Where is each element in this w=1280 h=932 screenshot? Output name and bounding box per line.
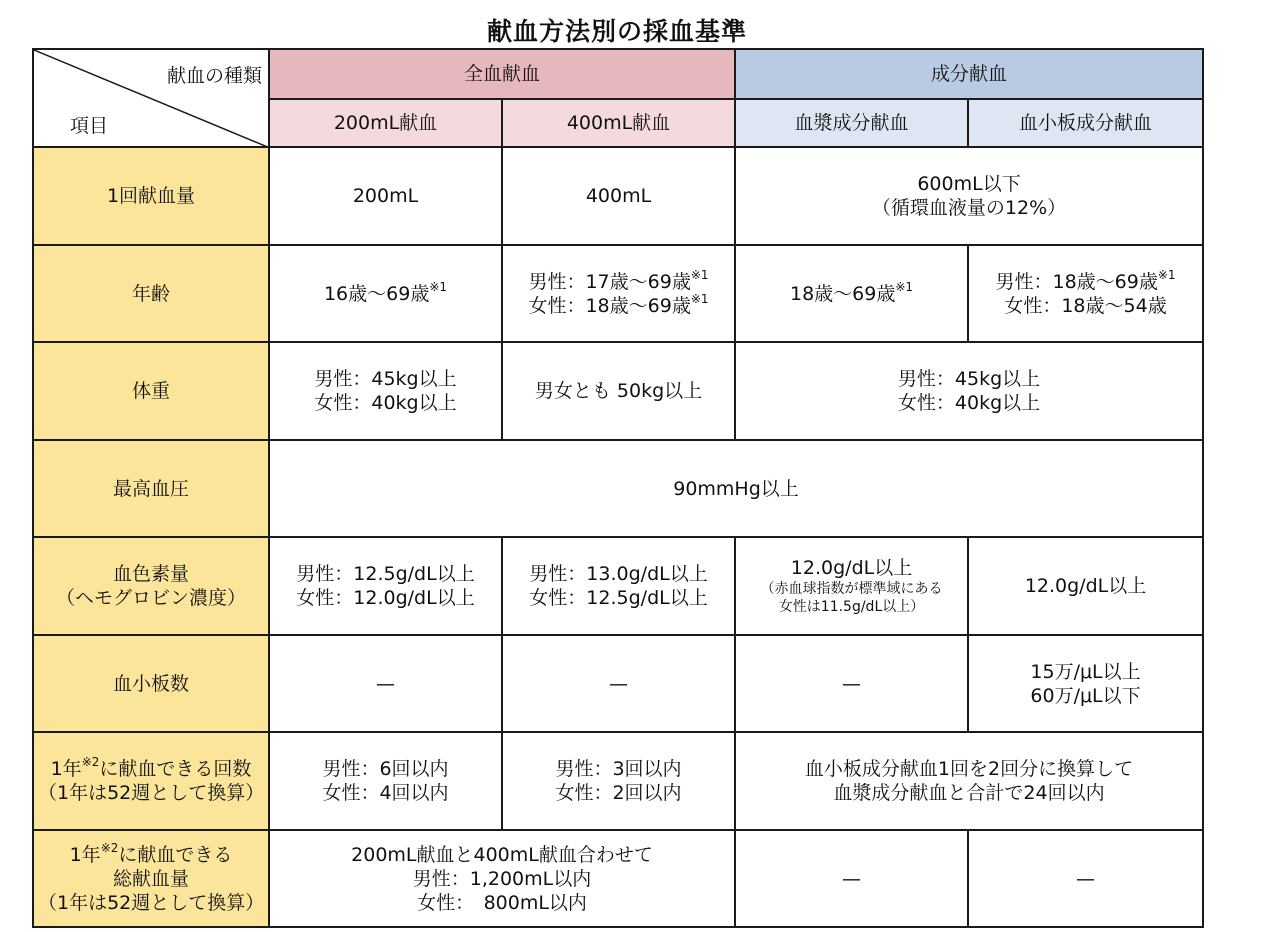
header-plasma: 血漿成分献血	[735, 99, 968, 147]
cell-age-plasma: 18歳～69歳$^{※1}$	[735, 245, 968, 342]
footnote-mark: ※1	[690, 291, 709, 306]
cell-platelet-count-400: —	[502, 635, 735, 732]
cell-age-400: 男性：17歳～69歳$^{※1}$ 女性：18歳～69歳$^{※1}$	[502, 245, 735, 342]
cell-volume-component: 600mL以下 （循環血液量の12%）	[735, 147, 1203, 245]
row-annual-total	[33, 830, 1203, 927]
row-blood-pressure	[33, 440, 1203, 537]
header-item-label: 項目	[70, 115, 109, 137]
cell-hemoglobin-plasma: 12.0g/dL以上 （赤血球指数が標準域にある 女性は11.5g/dL以上）	[735, 537, 968, 635]
header-corner-cell	[33, 49, 269, 147]
cell-annual-total-platelet: —	[968, 830, 1203, 927]
footnote-mark: ※1	[895, 279, 914, 294]
cell-weight-200: 男性：45kg以上 女性：40kg以上	[269, 342, 502, 440]
header-200ml: 200mL献血	[269, 99, 502, 147]
footnote-mark: ※2	[81, 755, 100, 769]
header-platelet: 血小板成分献血	[968, 99, 1203, 147]
cell-annual-times-200: 男性：6回以内 女性：4回以内	[269, 732, 502, 830]
cell-platelet-count-platelet: 15万/μL以上 60万/μL以下	[968, 635, 1203, 732]
cell-volume-400: 400mL	[502, 147, 735, 245]
footnote-mark: ※1	[1157, 267, 1176, 282]
header-donation-type-label: 献血の種類	[166, 65, 262, 87]
blood-donation-criteria-table	[32, 48, 1204, 928]
footnote-mark: ※1	[429, 279, 448, 294]
cell-annual-times-component: 血小板成分献血1回を2回分に換算して 血漿成分献血と合計で24回以内	[735, 732, 1203, 830]
cell-hemoglobin-400: 男性：13.0g/dL以上 女性：12.5g/dL以上	[502, 537, 735, 635]
cell-age-200: 16歳～69歳$^{※1}$	[269, 245, 502, 342]
header-component: 成分献血	[735, 49, 1203, 99]
row-label-age: 年齢	[33, 245, 269, 342]
row-age	[33, 245, 1203, 342]
cell-annual-times-400: 男性：3回以内 女性：2回以内	[502, 732, 735, 830]
row-weight	[33, 342, 1203, 440]
cell-weight-400: 男女とも 50kg以上	[502, 342, 735, 440]
page-title: 献血方法別の採血基準	[486, 17, 747, 46]
row-platelet-count	[33, 635, 1203, 732]
row-volume	[33, 147, 1203, 245]
row-label-volume: 1回献血量	[33, 147, 269, 245]
row-label-blood-pressure: 最高血圧	[33, 440, 269, 537]
row-label-weight: 体重	[33, 342, 269, 440]
row-label-annual-times: 1年$^{※2}$に献血できる回数 （1年は52週として換算）	[33, 732, 269, 830]
cell-annual-total-whole: 200mL献血と400mL献血合わせて 男性：1,200mL以内 女性： 800mL以内	[269, 830, 735, 927]
header-row-groups	[33, 49, 1203, 99]
cell-hemoglobin-200: 男性：12.5g/dL以上 女性：12.0g/dL以上	[269, 537, 502, 635]
cell-platelet-count-plasma: —	[735, 635, 968, 732]
cell-volume-200: 200mL	[269, 147, 502, 245]
header-400ml: 400mL献血	[502, 99, 735, 147]
footnote-mark: ※2	[100, 840, 119, 855]
cell-blood-pressure-all: 90mmHg以上	[269, 440, 1203, 537]
cell-annual-total-plasma: —	[735, 830, 968, 927]
row-label-platelet-count: 血小板数	[33, 635, 269, 732]
row-hemoglobin	[33, 537, 1203, 635]
cell-hemoglobin-platelet: 12.0g/dL以上	[968, 537, 1203, 635]
row-annual-times	[33, 732, 1203, 830]
cell-weight-component: 男性：45kg以上 女性：40kg以上	[735, 342, 1203, 440]
cell-platelet-count-200: —	[269, 635, 502, 732]
cell-age-platelet: 男性：18歳～69歳$^{※1}$ 女性：18歳～54歳	[968, 245, 1203, 342]
header-whole-blood: 全血献血	[269, 49, 735, 99]
row-label-annual-total: 1年$^{※2}$に献血できる 総献血量 （1年は52週として換算）	[33, 830, 269, 927]
footnote-mark: ※1	[690, 267, 709, 282]
row-label-hemoglobin: 血色素量 （ヘモグロビン濃度）	[33, 537, 269, 635]
